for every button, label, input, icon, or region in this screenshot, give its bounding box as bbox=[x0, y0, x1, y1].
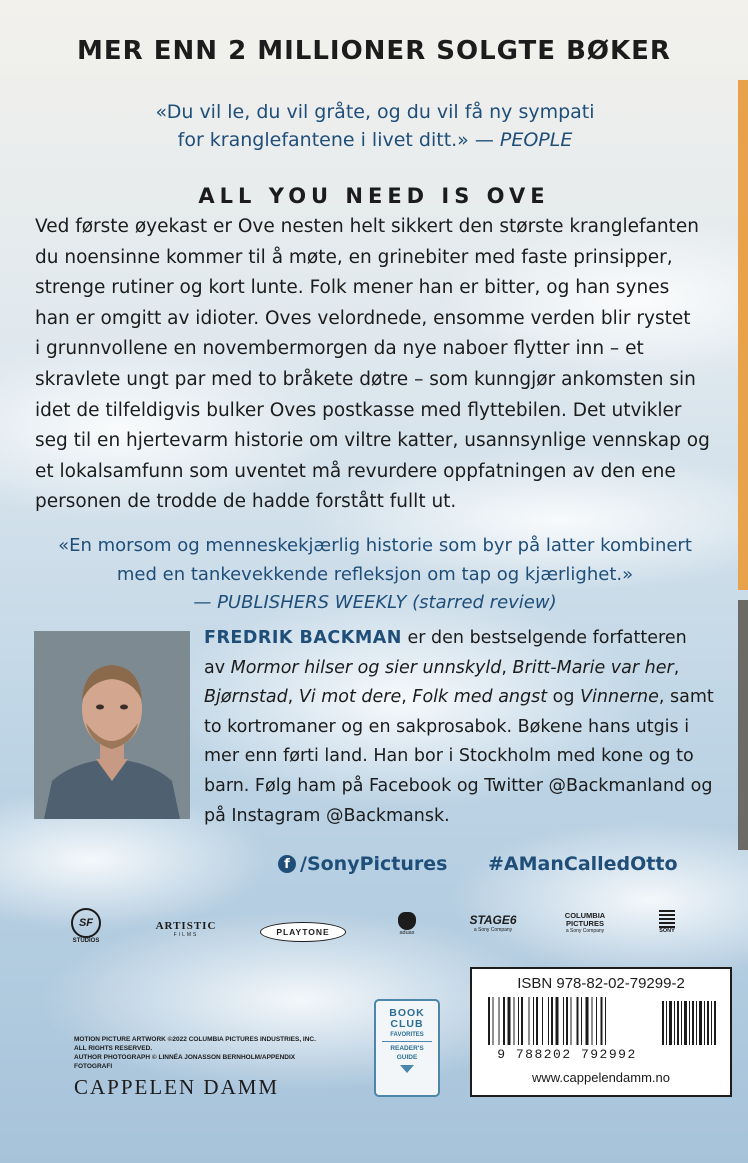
animal-icon bbox=[398, 912, 416, 930]
playtone-logo bbox=[260, 922, 346, 942]
playtone-text: PLAYTONE bbox=[276, 927, 330, 937]
barcode-bar bbox=[499, 997, 500, 1045]
barcode-bar bbox=[521, 997, 523, 1045]
barcode-bar bbox=[596, 997, 597, 1045]
barcode-bar bbox=[518, 997, 519, 1045]
stage6-sub: a Sony Company bbox=[473, 927, 513, 933]
blurb-line: i grunnvollene en novembermorgen da nye naboer flytter inn – et bbox=[35, 338, 644, 360]
barcode-bar bbox=[533, 997, 534, 1045]
bio-line: på Instagram @Backmansk. bbox=[204, 805, 450, 826]
barcode-bar bbox=[503, 997, 505, 1045]
bio-text: , bbox=[401, 687, 413, 708]
barcode-bar bbox=[581, 997, 582, 1045]
barcode-bar bbox=[493, 997, 494, 1045]
barcode-digits: 9 788202 792992 bbox=[497, 1047, 637, 1062]
publisher-url[interactable]: www.cappelendamm.no bbox=[531, 1070, 671, 1085]
book-title: Britt-Marie var her bbox=[512, 657, 674, 678]
artistic-films-logo bbox=[146, 920, 226, 938]
barcode-bar bbox=[508, 997, 511, 1045]
book-title: Bjørnstad bbox=[204, 687, 288, 708]
headline: MER ENN 2 MILLIONER SOLGTE BØKER bbox=[77, 36, 671, 66]
review-quote-people bbox=[60, 98, 690, 154]
facebook-handle-text: /SonyPictures bbox=[300, 853, 448, 875]
quote-line: med en tankevekkende refleksjon om tap og kjærlighet.» bbox=[116, 563, 634, 585]
blurb-line: skravlete ungt par med to bråkete døtre – som kunngjør ankomsten sin bbox=[35, 368, 696, 390]
barcode-bar bbox=[601, 997, 603, 1045]
bio-text: er den bestselgende forfatteren bbox=[401, 628, 687, 648]
hashtag: #AManCalledOtto bbox=[488, 853, 678, 875]
credits bbox=[74, 1035, 334, 1071]
barcode-bar bbox=[551, 997, 553, 1045]
sf-sub: STUDIOS bbox=[72, 938, 100, 944]
bio-text: , bbox=[287, 687, 299, 708]
book-title: Vinnerne bbox=[580, 687, 659, 708]
book-title: Mormor hilser og sier unnskyld bbox=[230, 657, 502, 678]
badge-book: BOOK bbox=[389, 1007, 425, 1019]
badge-favorites: FAVORITES bbox=[390, 1032, 424, 1038]
bio-line bbox=[204, 683, 724, 713]
bio-text: , bbox=[673, 657, 680, 678]
artistic-sub: FILMS bbox=[173, 932, 199, 938]
blurb-body bbox=[35, 212, 713, 518]
bio-text: og bbox=[547, 687, 581, 708]
barcode-bar bbox=[592, 997, 593, 1045]
blurb-line: Ved første øyekast er Ove nesten helt sikkert den største kranglefanten bbox=[35, 216, 699, 237]
credit-line: MOTION PICTURE ARTWORK ©2022 COLUMBIA PICTURES INDUSTRIES, INC. bbox=[74, 1036, 316, 1043]
book-title: Folk med angst bbox=[412, 687, 548, 708]
bio-text: , samt bbox=[658, 687, 714, 708]
barcode-bar bbox=[605, 997, 606, 1045]
columbia-text: COLUMBIA PICTURES bbox=[564, 911, 606, 928]
badge-club: CLUB bbox=[390, 1018, 424, 1030]
section-title: ALL YOU NEED IS OVE bbox=[198, 184, 550, 208]
author-bio bbox=[204, 624, 724, 831]
barcode-bar bbox=[548, 997, 549, 1045]
columbia-sub: a Sony Company bbox=[565, 928, 605, 934]
book-title: Vi mot dere bbox=[298, 687, 402, 708]
sony-pictures-logo bbox=[652, 910, 682, 934]
blurb-line: seg til en hjertevarm historie om viltre katter, usannsynlige vennskap og bbox=[35, 430, 710, 452]
blurb-line: strenge rutiner og kort lunte. Folk mener han er bitter, og han synes bbox=[35, 277, 670, 299]
barcode-bar bbox=[577, 997, 579, 1045]
blurb-line: idet de tilfeldigvis bulker Oves postkasse med flyttebilen. Det utvikler bbox=[35, 399, 682, 421]
bio-line bbox=[204, 654, 724, 684]
blurb-line: han er omgitt av idioter. Oves velordnede, ensomme verden blir rystet bbox=[35, 307, 691, 329]
facebook-handle[interactable] bbox=[278, 853, 447, 875]
columbia-pictures-logo bbox=[552, 912, 618, 934]
quote-line-text: for kranglefantene i livet ditt.» — bbox=[177, 129, 500, 151]
blurb-line: personen de trodde de hadde forstått fullt ut. bbox=[35, 491, 457, 513]
author-name: FREDRIK BACKMAN bbox=[204, 628, 402, 648]
bio-line: mer enn førti land. Han bor i Stockholm med kone og to bbox=[204, 746, 694, 767]
book-club-badge bbox=[374, 999, 440, 1097]
review-quote-publishers-weekly bbox=[30, 532, 720, 618]
bio-line: to kortromaner og en sakprosabok. Bøkene hans utgis i bbox=[204, 716, 690, 737]
barcode-bar bbox=[586, 997, 589, 1045]
isbn-label: ISBN 978-82-02-79299-2 bbox=[517, 975, 685, 992]
badge-ribbon-icon bbox=[400, 1065, 414, 1073]
barcode-bar bbox=[556, 997, 559, 1045]
sf-mark: SF bbox=[71, 908, 101, 938]
credit-line: AUTHOR PHOTOGRAPH © LINNÉA JONASSON BERNHOLM/APPENDIX FOTOGRAFI bbox=[74, 1054, 296, 1070]
barcode-icon bbox=[486, 997, 650, 1047]
author-photo bbox=[34, 631, 190, 819]
stage6-logo bbox=[462, 913, 524, 933]
barcode-bar bbox=[514, 997, 515, 1045]
barcode-bar bbox=[536, 997, 538, 1045]
facebook-icon: f bbox=[278, 855, 296, 873]
barcode-addon-icon bbox=[660, 997, 718, 1047]
barcode-bar bbox=[488, 997, 490, 1045]
production-sub: aduax bbox=[399, 930, 415, 936]
bio-text: av bbox=[204, 657, 231, 678]
stage6-text: STAGE6 bbox=[469, 913, 517, 927]
blurb-line: du noensinne kommer til å møte, en grinebiter med faste prinsipper, bbox=[35, 246, 673, 268]
bio-line bbox=[204, 624, 724, 654]
blurb-line: et lokalsamfunn som uventet må revurdere oppfatningen av den ene bbox=[35, 460, 676, 482]
quote-source: PEOPLE bbox=[499, 129, 573, 151]
badge-guide: GUIDE bbox=[396, 1054, 418, 1061]
artistic-text: ARTISTIC bbox=[155, 920, 217, 932]
badge-readers: READER'S bbox=[390, 1045, 424, 1052]
quote-line bbox=[60, 126, 690, 154]
badge-divider bbox=[382, 1041, 432, 1042]
bio-text: , bbox=[501, 657, 513, 678]
quote-line: «En morsom og menneskekjærlig historie som byr på latter kombinert bbox=[58, 535, 692, 556]
bio-line: barn. Følg ham på Facebook og Twitter @Backmanland og bbox=[204, 775, 713, 796]
isbn-barcode-box bbox=[470, 967, 732, 1097]
production-logo bbox=[390, 912, 424, 936]
quote-attribution: — PUBLISHERS WEEKLY (starred review) bbox=[193, 592, 557, 613]
barcode-bar bbox=[542, 997, 543, 1045]
sony-stripes-icon bbox=[659, 910, 675, 928]
barcode-bar bbox=[563, 997, 564, 1045]
barcode-bar bbox=[529, 997, 530, 1045]
barcode-bar bbox=[571, 997, 572, 1045]
credit-line: ALL RIGHTS RESERVED. bbox=[74, 1045, 153, 1052]
publisher-logo: CAPPELEN DAMM bbox=[74, 1075, 280, 1099]
sf-studios-logo bbox=[66, 908, 106, 944]
quote-line: «Du vil le, du vil gråte, og du vil få ny sympati bbox=[155, 101, 595, 123]
sony-text: SONY bbox=[659, 928, 675, 934]
barcode-bar bbox=[566, 997, 568, 1045]
